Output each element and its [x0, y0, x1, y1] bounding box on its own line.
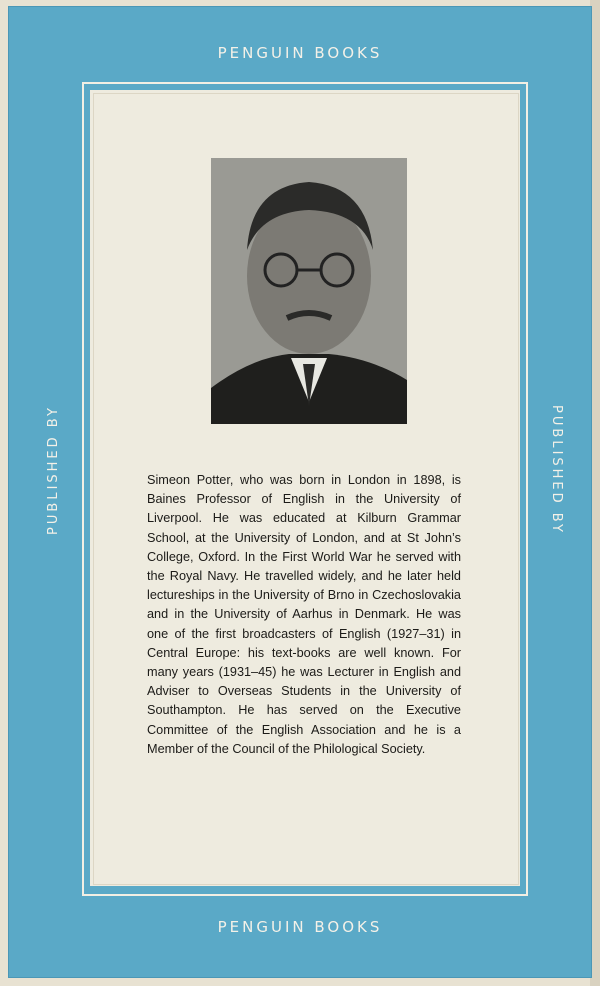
side-label-left: PUBLISHED BY: [46, 405, 61, 535]
side-label-right: PUBLISHED BY: [549, 405, 564, 535]
author-portrait: [211, 158, 407, 424]
portrait-illustration: [211, 158, 407, 424]
publisher-top-label: PENGUIN BOOKS: [217, 44, 383, 62]
author-biography: Simeon Potter, who was born in London in 1898, is Baines Professor of English in the University of Liverpool. He was educated at Kilburn Grammar School, at the University of London, and at St John’s College, Oxford. In the First World War he served with the Royal Navy. He travelled widely, and he later held lectureships in the University of Brno in Czechoslovakia and in the University of Aarhus in Denmark. He was one of the first broadcasters of English (1927–31) in Central Europe: his text-books are well known. For many years (1931–45) he was Lecturer in English and Adviser to Overseas Students in the University of Southampton. He has served on the Executive Committee of the English Association and he is a Member of the Council of the Philological Society.: [147, 473, 461, 756]
publisher-bottom-label: PENGUIN BOOKS: [217, 918, 383, 936]
